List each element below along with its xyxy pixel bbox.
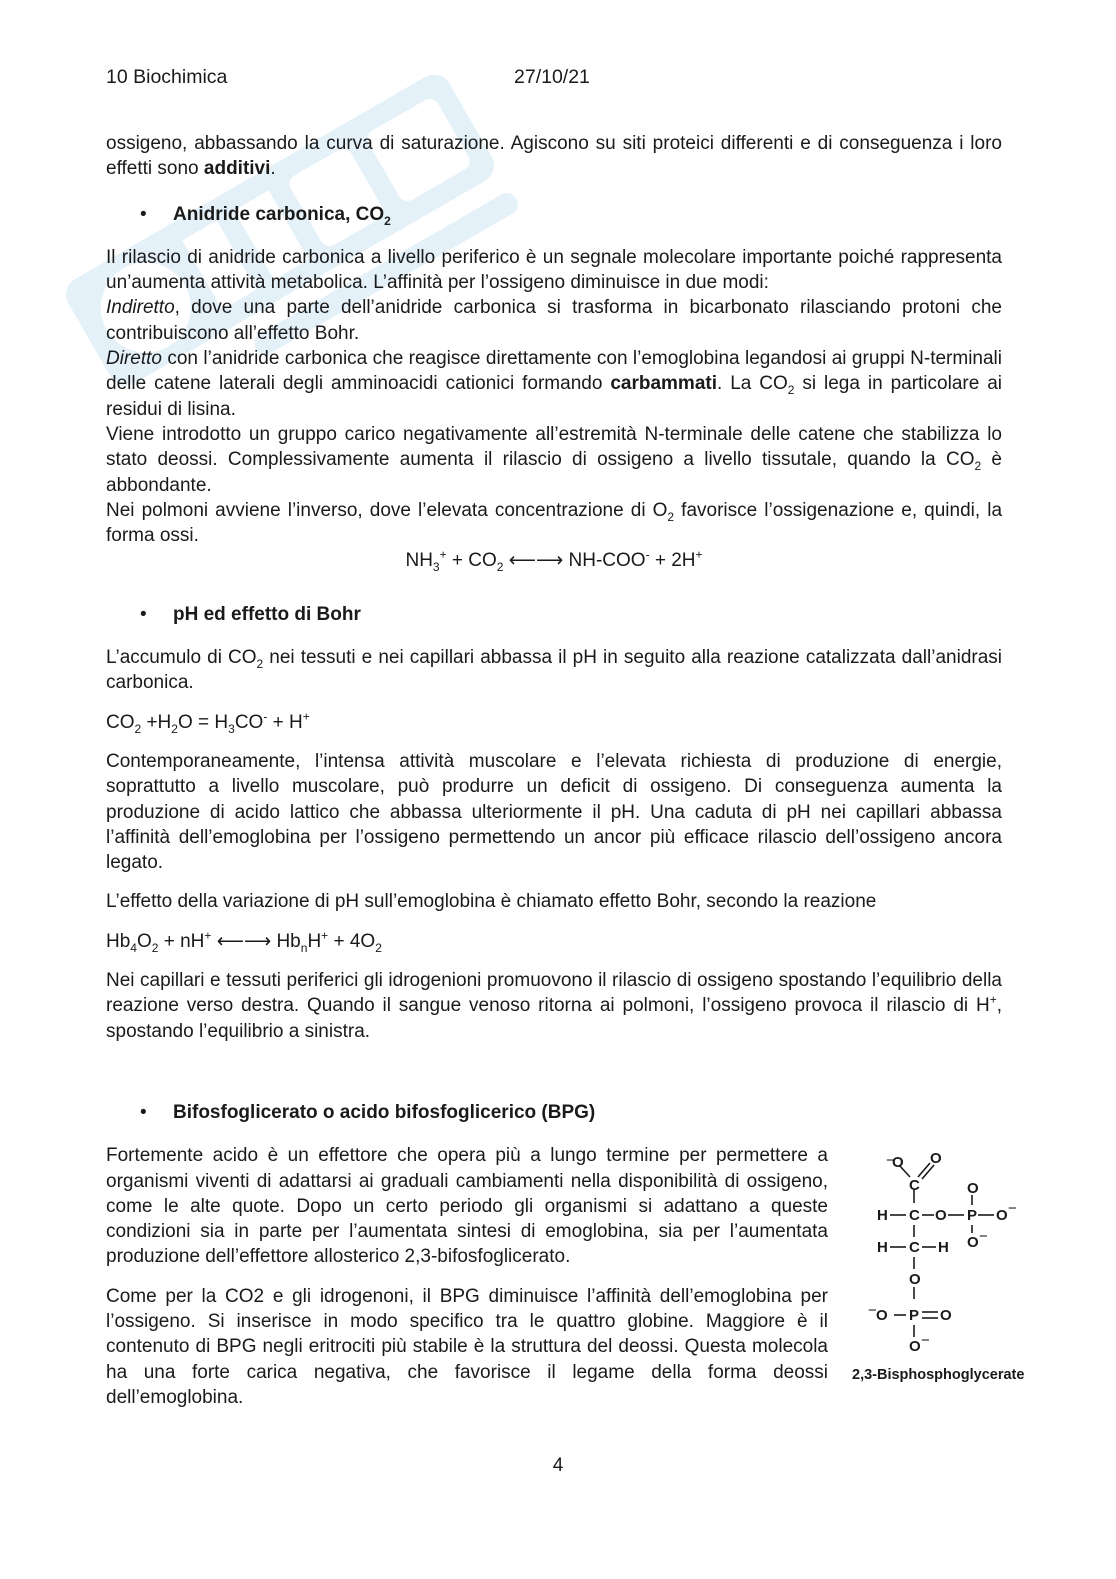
page-number: 4 [552,1455,564,1476]
bpg-paragraph-2: Come per la CO2 e gli idrogenoni, il BPG diminuisce l’affinità dell’emoglobina per l’ossigeno. Si inserisce in modo specifico tra le quattro globine. Maggiore è il contenuto di BPG negli eritrociti più stabile è la struttura del deossi. Questa molecola ha una forte carica negativa, che favorisce il legame della forma deossi dell’emoglobina. [106,1285,828,1408]
atom-o: O [876,1307,888,1325]
atom-minus: − [1008,1200,1017,1218]
atom-o: O [909,1338,921,1356]
atom-h: H [938,1239,949,1257]
atom-o: O [930,1150,942,1168]
bpg-paragraph-1: Fortemente acido è un effettore che opera più a lungo termine per permettere a organismi viventi di adattarsi ai graduali cambiamenti nella disponibilità di ossigeno, come le alte quote. Dopo un certo periodo gli organismi si adattano a queste condizioni sia in parte per l’aumentata sintesi di emoglobina, sia per l’aumentata produzione dell’effettore allosterico 2,3-bifosfoglicerato. [106,1145,828,1268]
section-heading-co2: • Anidride carbonica, $CO_2$ [106,202,1002,227]
atom-h: H [877,1239,888,1257]
atom-p: P [909,1307,920,1325]
atom-minus: − [979,1228,988,1246]
ph-paragraph-1: L’accumulo di $CO_2$ nei tessuti e nei capillari abbassa il pH in seguito alla reazione catalizzata dall’anidrasi carbonica. [106,647,1003,694]
atom-minus: − [886,1152,895,1170]
header-course: 10 Biochimica [106,66,228,88]
atom-c: C [909,1177,920,1195]
atom-o: O [967,1234,979,1252]
atom-o: O [892,1154,904,1172]
atom-o: O [909,1271,921,1289]
ph-paragraph-3: L’effetto della variazione di pH sull’emoglobina è chiamato effetto Bohr, secondo la reazione [106,891,877,913]
atom-o: O [935,1207,947,1225]
bpg-structure-figure [846,1145,1046,1395]
atom-o: O [967,1180,979,1198]
co2-paragraph-indiretto: Indiretto, dove una parte dell’anidride carbonica si trasforma in bicarbonato rilasciando protoni che contribuiscono all’effetto Bohr. [106,297,1002,344]
section-heading-bpg: • Bifosfoglicerato o acido bifosfoglicerico (BPG) [106,1100,1002,1125]
co2-paragraph-5: Nei polmoni avviene l’inverso, dove l’elevata concentrazione di $O_2$ favorisce l’ossigenazione e, quindi, la forma ossi. [106,499,1003,547]
bohr-equation: $Hb_4O_2 + nH^+$ ⟵⟶ $Hb_nH^+ + 4O_2$ [106,928,382,955]
bpg-section [106,1143,1025,1410]
ph-paragraph-2: Contemporaneamente, l’intensa attività muscolare e l’elevata richiesta di produzione di energie, soprattutto a livello muscolare, può produrre un deficit di ossigeno. Di conseguenza aumenta la produzione di acido lattico che abbassa ulteriormente il pH. Una caduta di pH nei capillari abbassa l’affinità dell’emoglobina per l’ossigeno permettendo un ancor più efficace rilascio dell’ossigeno ancora legato. [106,750,1002,874]
carbamate-equation: $NH_3^+ + CO_2$ ⟵⟶ NH-COO- + 2H+ [405,548,703,575]
ph-paragraph-4: Nei capillari e tessuti periferici gli idrogenioni promuovono il rilascio di ossigeno spostando l’equilibrio della reazione verso destra. Quando il sangue venoso ritorna ai polmoni, l’ossigeno provoca il rilascio di H+, spostando l’equilibrio a sinistra. [106,970,1002,1042]
co2-paragraph-4: Viene introdotto un gruppo carico negativamente all’estremità N-terminale delle catene che stabilizza lo stato deossi. Complessivamente aumenta il rilascio di ossigeno a livello tissutale, quando la $CO_2$ è abbondante. [106,423,1003,496]
atom-h: H [877,1207,888,1225]
atom-o: O [996,1207,1008,1225]
atom-o: O [940,1307,952,1325]
atom-c: C [909,1239,920,1257]
document-body [106,131,1025,1410]
atom-c: C [909,1207,920,1225]
atom-minus: − [921,1332,930,1350]
header-date: 27/10/21 [514,66,590,88]
carbonic-equation: $CO_2 +H_2O = H_3CO^- + H^+$ [106,709,310,736]
section-heading-ph: • pH ed effetto di Bohr [106,602,1002,627]
co2-paragraph-diretto: Diretto con l’anidride carbonica che reagisce direttamente con l’emoglobina legandosi ai gruppi N-terminali delle catene laterali degli amminoacidi cationici formando carbammati. La $CO_2$ si lega in particolare ai residui di lisina. [106,348,1002,420]
figure-caption: 2,3-Bisphosphoglycerate [852,1367,1025,1384]
co2-paragraph-1: Il rilascio di anidride carbonica a livello periferico è un segnale molecolare importante poiché rappresenta un’aumenta attività metabolica. L’affinità per l’ossigeno diminuisce in due modi: [106,246,1002,294]
atom-p: P [967,1207,978,1225]
intro-paragraph: ossigeno, abbassando la curva di saturazione. Agiscono su siti proteici differenti e di conseguenza i loro effetti sono additivi. [106,133,1002,180]
atom-minus: − [868,1302,877,1320]
